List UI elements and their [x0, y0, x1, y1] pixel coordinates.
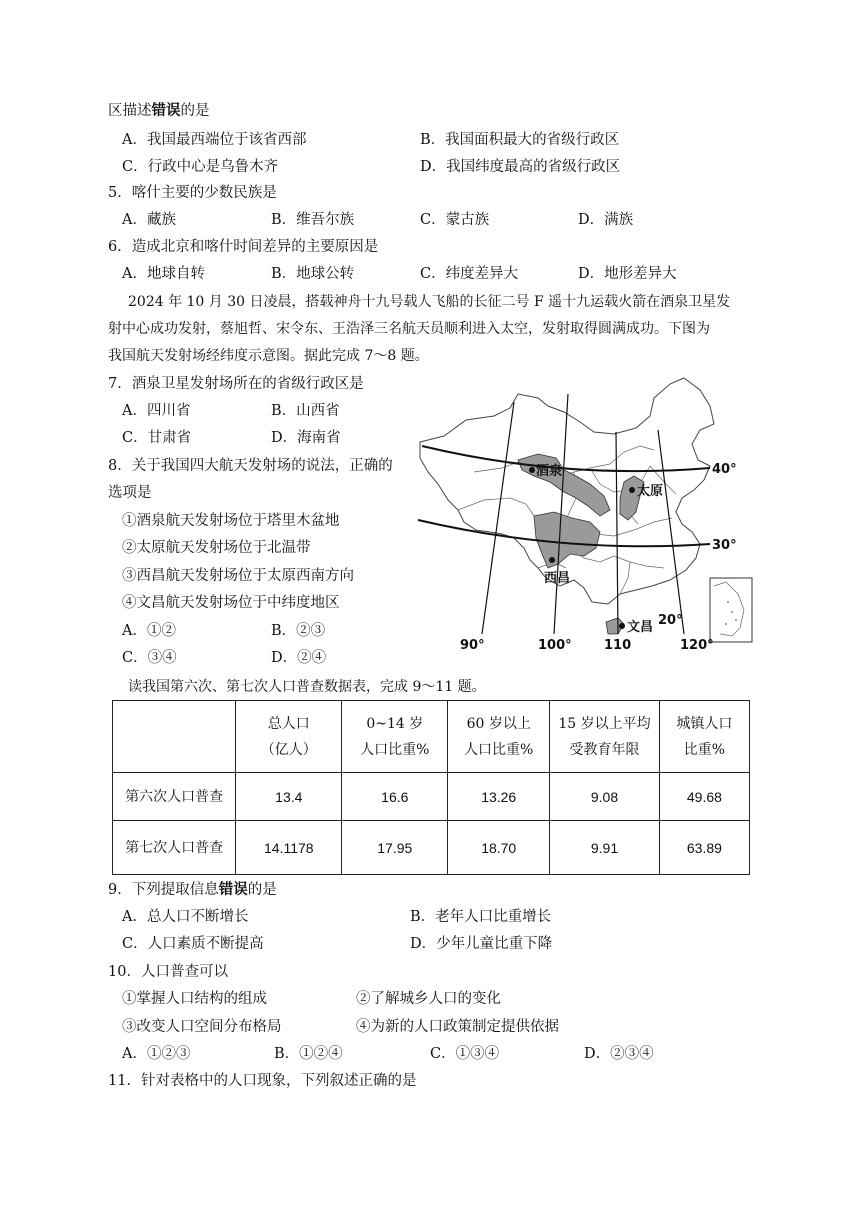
intro-7-8-line2: 射中心成功发射，蔡旭哲、宋令东、王浩泽三名航天员顺利进入太空，发射取得圆满成功。下图为	[108, 321, 710, 337]
q10-option-a[interactable]: A．①②③	[122, 1046, 191, 1062]
census-cell: 13.4	[236, 773, 342, 821]
q10-item-3: ③改变人口空间分布格局	[122, 1019, 282, 1035]
q6-option-b[interactable]: B．地球公转	[271, 266, 355, 282]
q5-option-c[interactable]: C．蒙古族	[420, 212, 490, 228]
q10-option-c[interactable]: C．①③④	[430, 1046, 500, 1062]
census-cell: 17.95	[342, 821, 448, 875]
q8-option-a[interactable]: A．①②	[122, 623, 176, 639]
q4-option-c[interactable]: C．行政中心是乌鲁木齐	[122, 159, 279, 175]
q10-item-4: ④为新的人口政策制定提供依据	[356, 1019, 559, 1035]
q8-item-2: ②太原航天发射场位于北温带	[122, 540, 311, 556]
lat-label-40: 40°	[712, 462, 737, 477]
census-header-total-line1: 总人口	[267, 715, 310, 732]
q11-stem: 11．针对表格中的人口现象，下列叙述正确的是	[108, 1073, 417, 1089]
census-row-label: 第六次人口普查	[113, 773, 236, 821]
site-label-jiuquan: 酒泉	[536, 464, 563, 479]
lat-label-20: 20°	[658, 613, 683, 628]
q6-option-c[interactable]: C．纬度差异大	[420, 266, 519, 282]
site-marker-taiyuan	[629, 487, 635, 493]
q8-option-c[interactable]: C．③④	[122, 650, 177, 666]
q9-option-d[interactable]: D．少年儿童比重下降	[410, 936, 553, 952]
q10-item-1: ①掌握人口结构的组成	[122, 991, 267, 1007]
lon-label-110: 110	[604, 638, 632, 653]
census-header-urban	[659, 701, 749, 773]
census-cell: 16.6	[342, 773, 448, 821]
q6-option-a[interactable]: A．地球自转	[122, 266, 205, 282]
census-cell: 63.89	[659, 821, 749, 875]
q5-option-b[interactable]: B．维吾尔族	[271, 212, 355, 228]
census-header-urban-line1: 城镇人口	[676, 715, 733, 732]
intro-9-11: 读我国第六次、第七次人口普查数据表，完成 9～11 题。	[128, 679, 486, 695]
q9-stem-post: 的是	[247, 882, 277, 898]
lon-label-90: 90°	[460, 638, 485, 653]
census-table	[112, 700, 750, 875]
q9-option-a[interactable]: A．总人口不断增长	[122, 909, 249, 925]
q9-stem	[108, 880, 277, 900]
census-header-education-line2: 受教育年限	[569, 741, 640, 758]
table-row	[113, 773, 750, 821]
q9-stem-pre: 9．下列提取信息	[108, 882, 219, 898]
q8-stem-line2: 选项是	[108, 485, 152, 501]
q10-option-b[interactable]: B．①②④	[274, 1046, 343, 1062]
q4-option-a[interactable]: A．我国最西端位于该省西部	[122, 132, 307, 148]
longitude-lines	[482, 394, 684, 634]
q9-option-b[interactable]: B．老年人口比重增长	[410, 909, 552, 925]
census-row-label: 第七次人口普查	[113, 821, 236, 875]
q8-stem-line1: 8．关于我国四大航天发射场的说法，正确的	[108, 458, 393, 474]
census-header-child	[342, 701, 448, 773]
census-header-corner	[113, 701, 236, 773]
q4-option-b[interactable]: B．我国面积最大的省级行政区	[420, 132, 620, 148]
q8-option-b[interactable]: B．②③	[271, 623, 326, 639]
census-cell: 18.70	[448, 821, 550, 875]
q5-stem: 5．喀什主要的少数民族是	[108, 185, 277, 201]
site-label-wenchang: 文昌	[627, 620, 654, 635]
census-header-total-line2: （亿人）	[260, 741, 317, 758]
q9-option-c[interactable]: C．人口素质不断提高	[122, 936, 264, 952]
census-cell: 14.1178	[236, 821, 342, 875]
q7-option-a[interactable]: A．四川省	[122, 403, 191, 419]
q8-option-d[interactable]: D．②④	[271, 650, 327, 666]
intro-7-8	[108, 289, 756, 370]
launch-site-map	[414, 372, 756, 658]
q4-stem	[108, 101, 210, 121]
south-china-sea-inset	[710, 578, 752, 642]
q4-stem-pre: 区描述	[108, 103, 152, 119]
q10-option-d[interactable]: D．②③④	[584, 1046, 654, 1062]
q6-stem: 6．造成北京和喀什时间差异的主要原因是	[108, 239, 379, 255]
census-header-urban-line2: 比重%	[683, 741, 726, 758]
q6-option-d[interactable]: D．地形差异大	[578, 266, 677, 282]
census-header-education-line1: 15 岁以上平均	[558, 715, 651, 732]
site-marker-xichang	[549, 557, 555, 563]
q8-item-1: ①酒泉航天发射场位于塔里木盆地	[122, 513, 340, 529]
census-header-elderly-line1: 60 岁以上	[466, 715, 531, 732]
intro-7-8-line1: 2024 年 10 月 30 日凌晨，搭载神舟十九号载人飞船的长征二号 F 遥十九运载火箭在酒泉卫星发	[128, 294, 731, 310]
site-label-xichang: 西昌	[544, 571, 571, 586]
site-marker-wenchang	[619, 623, 625, 629]
site-marker-jiuquan	[529, 467, 535, 473]
q8-item-3: ③西昌航天发射场位于太原西南方向	[122, 568, 354, 584]
lon-label-120: 120°	[680, 638, 714, 653]
census-header-elderly	[448, 701, 550, 773]
q5-option-d[interactable]: D．满族	[578, 212, 634, 228]
q5-option-a[interactable]: A．藏族	[122, 212, 176, 228]
census-cell: 9.91	[550, 821, 660, 875]
q4-stem-bold: 错误	[151, 102, 181, 119]
intro-7-8-line3: 我国航天发射场经纬度示意图。据此完成 7～8 题。	[108, 348, 429, 364]
q10-item-2: ②了解城乡人口的变化	[356, 991, 501, 1007]
census-header-total	[236, 701, 342, 773]
census-header-row	[113, 701, 750, 773]
q7-option-d[interactable]: D．海南省	[271, 430, 341, 446]
q7-option-b[interactable]: B．山西省	[271, 403, 340, 419]
census-header-child-line2: 人口比重%	[360, 741, 430, 758]
q9-stem-bold: 错误	[218, 881, 248, 898]
site-label-taiyuan: 太原	[637, 484, 664, 499]
lon-label-100: 100°	[538, 638, 572, 653]
lat-label-30: 30°	[712, 538, 737, 553]
census-cell: 49.68	[659, 773, 749, 821]
census-header-education	[550, 701, 660, 773]
q8-item-4: ④文昌航天发射场位于中纬度地区	[122, 595, 340, 611]
census-header-child-line1: 0~14 岁	[366, 715, 424, 732]
table-row	[113, 821, 750, 875]
census-header-elderly-line2: 人口比重%	[464, 741, 534, 758]
census-cell: 13.26	[448, 773, 550, 821]
q4-stem-post: 的是	[180, 103, 210, 119]
q7-stem: 7．酒泉卫星发射场所在的省级行政区是	[108, 376, 364, 392]
q10-stem: 10．人口普查可以	[108, 964, 228, 980]
q7-option-c[interactable]: C．甘肃省	[122, 430, 192, 446]
q4-option-d[interactable]: D．我国纬度最高的省级行政区	[420, 159, 621, 175]
census-cell: 9.08	[550, 773, 660, 821]
